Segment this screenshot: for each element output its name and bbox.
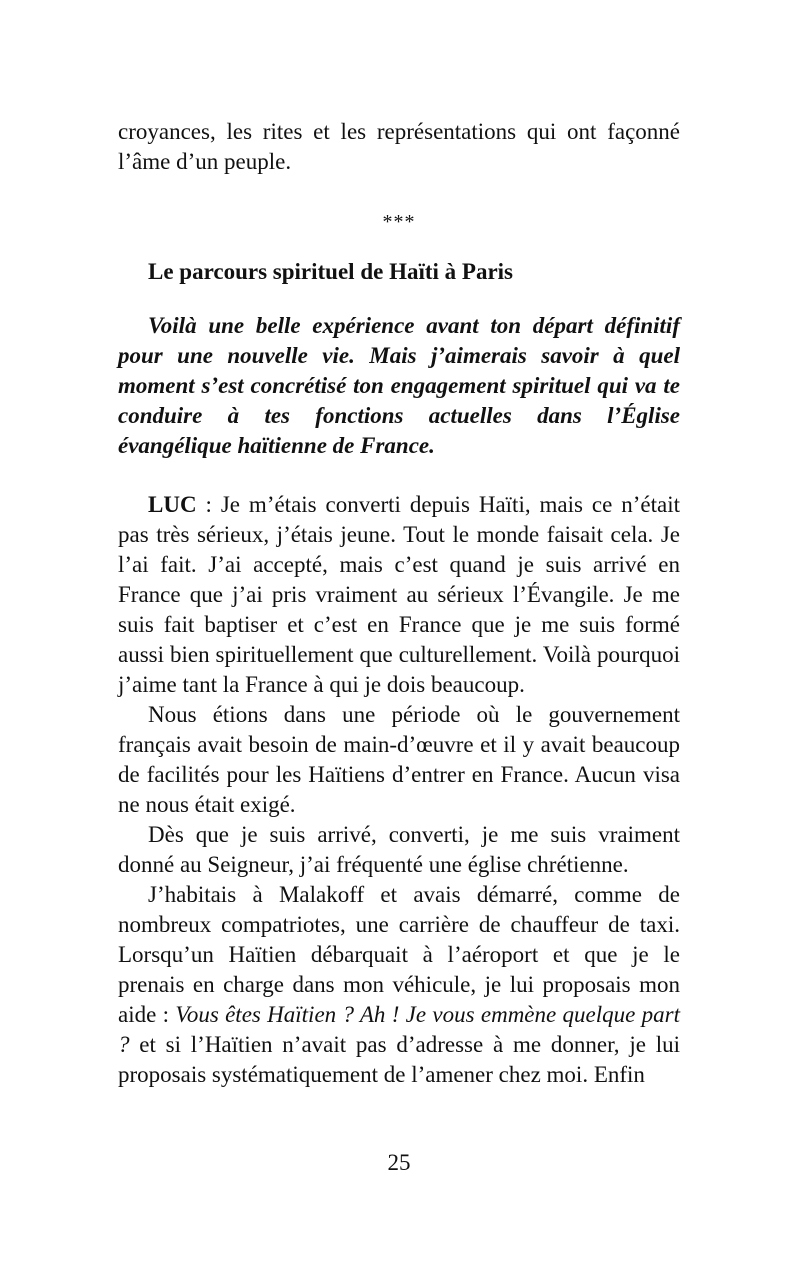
page-number: 25	[387, 1150, 411, 1175]
quoted-speech: Vous êtes Haïtien ? Ah ! Je vous emmène quelque part ?	[118, 1002, 680, 1057]
answer-block	[118, 490, 680, 1090]
section-separator: ***	[382, 211, 416, 233]
page-body	[118, 117, 680, 1090]
answer-paragraph-1	[118, 490, 680, 700]
answer-text-4-start: J’habitais à Malakoff et avais démarré, comme de nombreux compatriotes, une carrière de chauffeur de taxi. Lorsqu’un Haïtien débarquait à l’aéroport et que je le prenais en charge dans mon véhicule, je lui proposais mon aide :	[118, 882, 680, 1027]
interview-question: Voilà une belle expérience avant ton départ définitif pour une nouvelle vie. Mais j’aimerais savoir à quel moment s’est concrétisé ton engagement spirituel qui va te conduire à tes fonctions actuelles dans l’Église évangélique haïtienne de France.	[118, 313, 680, 458]
opening-paragraph: croyances, les rites et les représentations qui ont façonné l’âme d’un peuple.	[118, 119, 680, 174]
answer-paragraph-2: Nous étions dans une période où le gouvernement français avait besoin de main-d’œuvre et il y avait beaucoup de facilités pour les Haïtiens d’entrer en France. Aucun visa ne nous était exigé.	[118, 702, 680, 817]
speaker-name: LUC	[148, 492, 197, 517]
section-title: Le parcours spirituel de Haïti à Paris	[148, 259, 514, 284]
answer-paragraph-4	[118, 880, 680, 1090]
answer-paragraph-3: Dès que je suis arrivé, converti, je me suis vraiment donné au Seigneur, j’ai fréquenté une église chrétienne.	[118, 822, 680, 877]
answer-text-4-end: et si l’Haïtien n’avait pas d’adresse à me donner, je lui proposais systématiquement de l’amener chez moi. Enfin	[118, 1032, 680, 1087]
answer-text-1: : Je m’étais converti depuis Haïti, mais ce n’était pas très sérieux, j’étais jeune. Tout le monde faisait cela. Je l’ai fait. J’ai accepté, mais c’est quand je suis arrivé en France que j’ai pris vraiment au sérieux l’Évangile. Je me suis fait baptiser et c’est en France que je me suis formé aussi bien spirituellement que culturellement. Voilà pourquoi j’aime tant la France à qui je dois beaucoup.	[118, 492, 680, 697]
